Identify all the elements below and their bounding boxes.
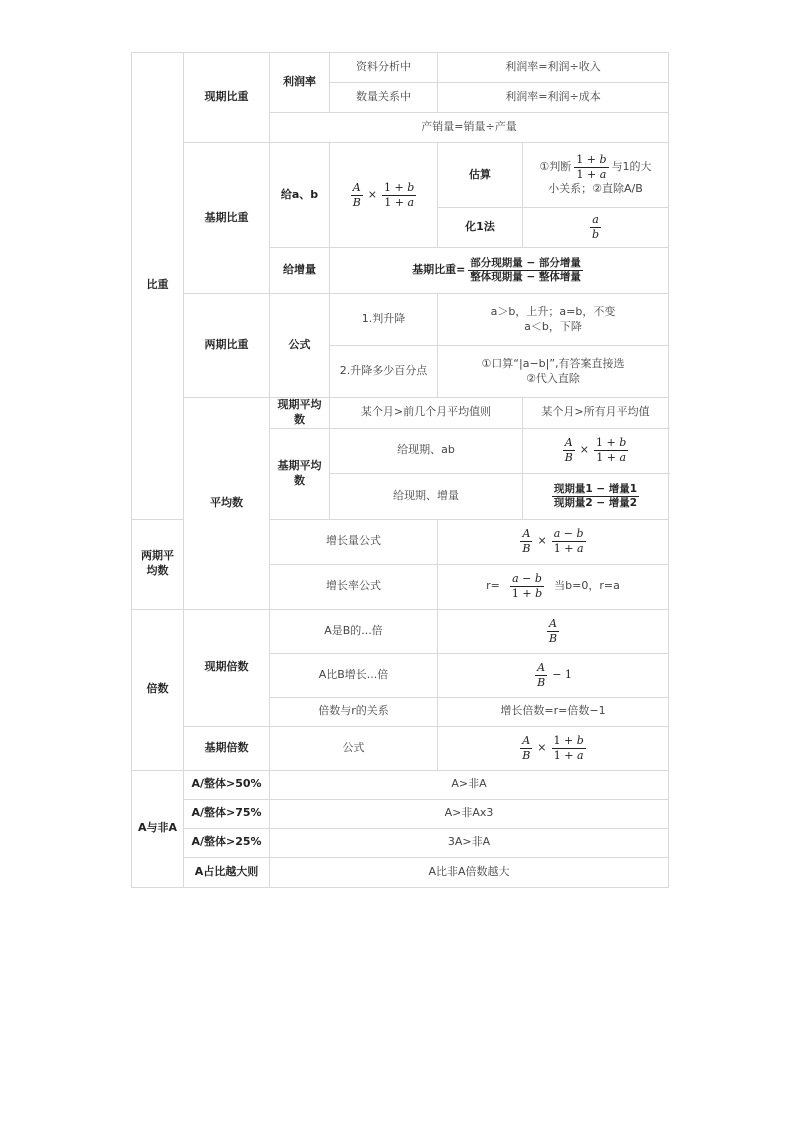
formula-jiqi-bizhong-zengliang: 基期比重= $\frac{\text{部分现期量 − 部分增量}}{\text{整体现期量 − 整体增量}}$ bbox=[330, 248, 669, 294]
result-zhanbi: A比非A倍数越大 bbox=[270, 857, 669, 887]
sub-xianqi-bizhong: 现期比重 bbox=[184, 53, 270, 143]
xianqi-beishu-r1: A是B的...倍 bbox=[270, 609, 438, 653]
formula-jiqi-bizhong: $\frac{A}{B}$ × $\frac{1 + b}{1 + a}$ bbox=[330, 143, 438, 248]
formula-a-over-B: $\frac{A}{B}$ bbox=[438, 609, 669, 653]
jiqi-beishu-r1: 公式 bbox=[270, 726, 438, 770]
formula-liangqi-pingjun-zengzhanglv: r= $\frac{a - b}{1 + b}$ 当b=0，r=a bbox=[438, 564, 669, 609]
label-huayi: 化1法 bbox=[438, 208, 523, 248]
result-75: A>非Ax3 bbox=[270, 799, 669, 828]
xianqi-beishu-r3-val: 增长倍数=r=倍数−1 bbox=[438, 697, 669, 726]
cond-50: A/整体>50% bbox=[184, 770, 270, 799]
liangqi-pingjun-r1: 增长量公式 bbox=[270, 519, 438, 564]
sub-xianqi-pingjun: 现期平均数 bbox=[270, 398, 330, 429]
xianqi-pingjun-cond: 某个月>前几个月平均值则 bbox=[330, 398, 523, 429]
result-50: A>非A bbox=[270, 770, 669, 799]
cond-75: A/整体>75% bbox=[184, 799, 270, 828]
content-shengjiang-baifendian: ①口算“|a−b|”,有答案直接选 ②代入直除 bbox=[438, 346, 669, 398]
category-bizhong: 比重 bbox=[132, 53, 184, 520]
category-a-fei-a: A与非A bbox=[132, 770, 184, 887]
label-guisuan: 估算 bbox=[438, 143, 523, 208]
guisuan-content: ①判断 $\frac{1 + b}{1 + a}$ 与1的大 小关系；②直除A/B bbox=[523, 143, 669, 208]
formula-jiqi-pingjun-zengliang: $\frac{\text{现期量1 − 增量1}}{\text{现期量2 − 增量2}}$ bbox=[523, 473, 669, 519]
label-gei-zengliang: 给增量 bbox=[270, 248, 330, 294]
xianqi-pingjun-result: 某个月>所有月平均值 bbox=[523, 398, 669, 429]
formula-a-over-b: $\frac{a}{b}$ bbox=[523, 208, 669, 248]
sub-xianqi-beishu: 现期倍数 bbox=[184, 609, 270, 726]
content-pan-shengjiang: a＞b，上升；a=b，不变 a＜b，下降 bbox=[438, 294, 669, 346]
category-pingjunshu: 平均数 bbox=[184, 398, 270, 610]
result-25: 3A>非A bbox=[270, 828, 669, 857]
sub-jiqi-beishu: 基期倍数 bbox=[184, 726, 270, 770]
ctx-ziliao: 资料分析中 bbox=[330, 53, 438, 83]
sub-liangqi-pingjun: 两期平均数 bbox=[132, 519, 184, 609]
summary-table bbox=[131, 52, 669, 888]
formula-chanxiaoliang: 产销量=销量÷产量 bbox=[270, 113, 669, 143]
label-gei-ab: 给a、b bbox=[270, 143, 330, 248]
cond-25: A/整体>25% bbox=[184, 828, 270, 857]
label-shengjiang-baifendian: 2.升降多少百分点 bbox=[330, 346, 438, 398]
formula-liangqi-pingjun-zengliang: $\frac{A}{B}$ × $\frac{a - b}{1 + a}$ bbox=[438, 519, 669, 564]
xianqi-beishu-r2: A比B增长...倍 bbox=[270, 653, 438, 697]
label-lirunlv: 利润率 bbox=[270, 53, 330, 113]
sub-jiqi-pingjun: 基期平均数 bbox=[270, 428, 330, 519]
liangqi-pingjun-r2: 增长率公式 bbox=[270, 564, 438, 609]
sub-jiqi-bizhong: 基期比重 bbox=[184, 143, 270, 294]
formula-jiqi-pingjun-ab: $\frac{A}{B}$ × $\frac{1 + b}{1 + a}$ bbox=[523, 428, 669, 473]
label-pan-shengjiang: 1.判升降 bbox=[330, 294, 438, 346]
formula-lirunlv-shouru: 利润率=利润÷收入 bbox=[438, 53, 669, 83]
xianqi-beishu-r3: 倍数与r的关系 bbox=[270, 697, 438, 726]
cond-zhanbi: A占比越大则 bbox=[184, 857, 270, 887]
jiqi-pingjun-r1: 给现期、ab bbox=[330, 428, 523, 473]
ctx-shuliang: 数量关系中 bbox=[330, 83, 438, 113]
formula-jiqi-beishu: $\frac{A}{B}$ × $\frac{1 + b}{1 + a}$ bbox=[438, 726, 669, 770]
category-beishu: 倍数 bbox=[132, 609, 184, 770]
formula-a-over-B-minus-1: $\frac{A}{B}$ − 1 bbox=[438, 653, 669, 697]
formula-lirunlv-chengben: 利润率=利润÷成本 bbox=[438, 83, 669, 113]
jiqi-pingjun-r2: 给现期、增量 bbox=[330, 473, 523, 519]
label-gongshi: 公式 bbox=[270, 294, 330, 398]
sub-liangqi-bizhong: 两期比重 bbox=[184, 294, 270, 398]
